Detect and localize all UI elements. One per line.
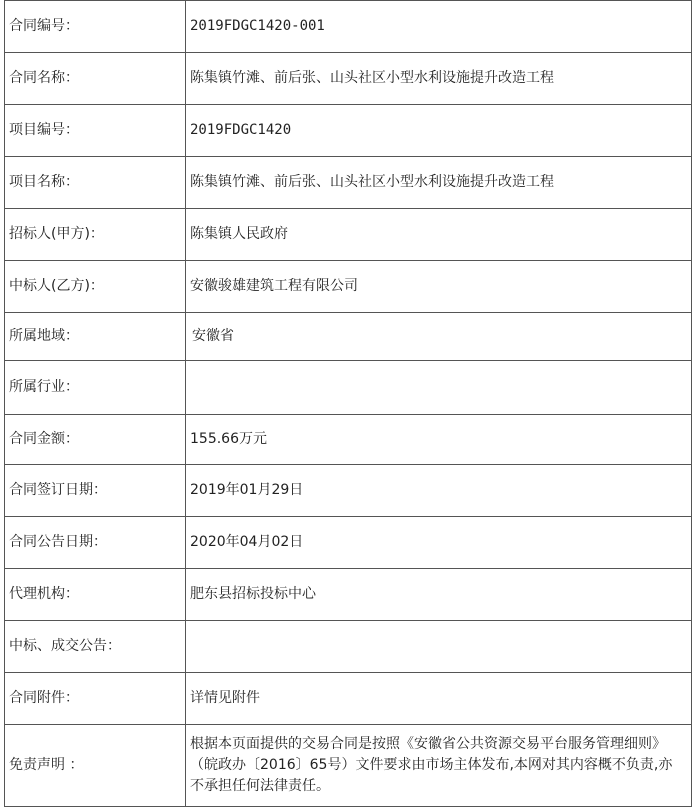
award-notice-value (186, 621, 692, 673)
table-row (5, 105, 692, 157)
project-name-value: 陈集镇竹滩、前后张、山头社区小型水利设施提升改造工程 (186, 157, 692, 209)
winning-bidder-label: 中标人(乙方)： (5, 261, 186, 313)
disclaimer-label: 免责声明 ： (5, 725, 186, 807)
contract-name-label: 合同名称： (5, 53, 186, 105)
project-number-value: 2019FDGC1420 (186, 105, 692, 157)
announcement-date-label: 合同公告日期： (5, 517, 186, 569)
tenderer-label: 招标人(甲方)： (5, 209, 186, 261)
table-row (5, 261, 692, 313)
table-row (5, 415, 692, 465)
region-value: 安徽省 (186, 313, 692, 361)
project-name-label: 项目名称： (5, 157, 186, 209)
tenderer-value: 陈集镇人民政府 (186, 209, 692, 261)
announcement-date-value: 2020年04月02日 (186, 517, 692, 569)
table-row (5, 361, 692, 415)
signing-date-value: 2019年01月29日 (186, 465, 692, 517)
industry-label: 所属行业： (5, 361, 186, 415)
attachment-label: 合同附件： (5, 673, 186, 725)
contract-number-value: 2019FDGC1420-001 (186, 1, 692, 53)
project-number-label: 项目编号： (5, 105, 186, 157)
contract-amount-value: 155.66万元 (186, 415, 692, 465)
contract-info-table (4, 0, 692, 807)
contract-number-label: 合同编号： (5, 1, 186, 53)
industry-value (186, 361, 692, 415)
agency-value: 肥东县招标投标中心 (186, 569, 692, 621)
table-row (5, 53, 692, 105)
award-notice-label: 中标、成交公告： (5, 621, 186, 673)
winning-bidder-value: 安徽骏雄建筑工程有限公司 (186, 261, 692, 313)
contract-amount-label: 合同金额： (5, 415, 186, 465)
signing-date-label: 合同签订日期： (5, 465, 186, 517)
agency-label: 代理机构： (5, 569, 186, 621)
table-row (5, 569, 692, 621)
attachment-value: 详情见附件 (186, 673, 692, 725)
table-row (5, 209, 692, 261)
disclaimer-value: 根据本页面提供的交易合同是按照《安徽省公共资源交易平台服务管理细则》（皖政办〔2016〕65号）文件要求由市场主体发布,本网对其内容概不负责,亦不承担任何法律责任。 (186, 725, 692, 807)
table-row (5, 673, 692, 725)
contract-name-value: 陈集镇竹滩、前后张、山头社区小型水利设施提升改造工程 (186, 53, 692, 105)
table-row (5, 725, 692, 807)
table-row (5, 313, 692, 361)
region-label: 所属地域： (5, 313, 186, 361)
table-row (5, 1, 692, 53)
table-row (5, 465, 692, 517)
table-row (5, 157, 692, 209)
table-row (5, 621, 692, 673)
table-row (5, 517, 692, 569)
